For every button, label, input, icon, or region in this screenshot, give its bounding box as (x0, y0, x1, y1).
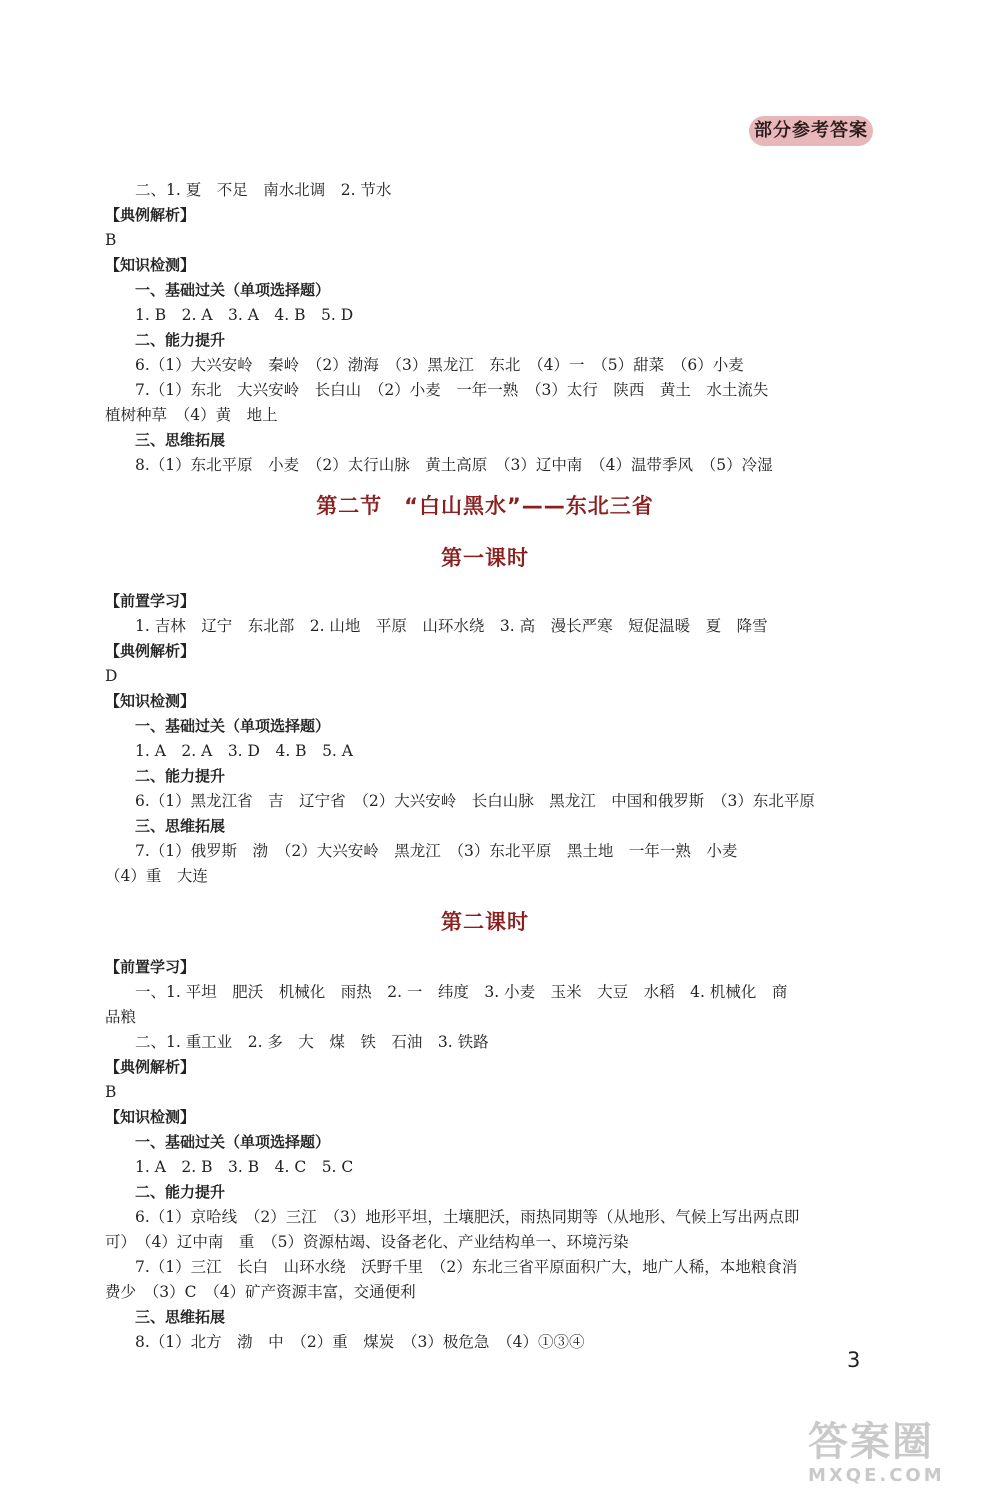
answer-line: 二、1. 重工业 2. 多 大 煤 铁 石油 3. 铁路 (135, 1033, 489, 1051)
answer-line: 费少 （3）C （4）矿产资源丰富，交通便利 (105, 1283, 416, 1301)
site-watermark (808, 1418, 993, 1498)
answer-line: 6.（1）京哈线 （2）三江 （3）地形平坦，土壤肥沃，雨热同期等（从地形、气候上写出两点即 (135, 1208, 800, 1226)
answer-line: 1. A 2. A 3. D 4. B 5. A (135, 742, 353, 760)
answer-line: B (105, 1083, 117, 1101)
answer-line: D (105, 667, 118, 685)
answer-line: 品粮 (105, 1008, 137, 1026)
answer-line: 1. 吉林 辽宁 东北部 2. 山地 平原 山环水绕 3. 高 漫长严寒 短促温暖 夏 降雪 (135, 617, 768, 635)
answer-line: （4）重 大连 (105, 867, 208, 885)
lesson-title-1: 第一课时 (441, 546, 529, 570)
section-heading: 【典例解析】 (105, 642, 196, 660)
watermark-logo-text: 答案圈 (808, 1419, 934, 1465)
answer-line: 7.（1）俄罗斯 渤 （2）大兴安岭 黑龙江 （3）东北平原 黑土地 一年一熟 小麦 (135, 842, 738, 860)
answer-section-badge: 部分参考答案 (749, 116, 873, 146)
answer-line: 可） （4）辽中南 重 （5）资源枯竭、设备老化、产业结构单一、环境污染 (105, 1233, 629, 1251)
answer-line: 8.（1）北方 渤 中 （2）重 煤炭 （3）极危急 （4）①③④ (135, 1333, 585, 1351)
section-heading: 【前置学习】 (105, 592, 196, 610)
subsection-heading: 一、基础过关（单项选择题） (135, 281, 331, 299)
lesson-title-2: 第二课时 (441, 910, 529, 934)
section-heading: 【典例解析】 (105, 206, 196, 224)
answer-line: 6.（1）大兴安岭 秦岭 （2）渤海 （3）黑龙江 东北 （4）一 （5）甜菜 （6）小麦 (135, 356, 744, 374)
subsection-heading: 二、能力提升 (135, 767, 226, 785)
answer-line: 7.（1）东北 大兴安岭 长白山 （2）小麦 一年一熟 （3）太行 陕西 黄土 水土流失 (135, 381, 769, 399)
subsection-heading: 二、能力提升 (135, 331, 226, 349)
section-heading: 【知识检测】 (105, 1108, 196, 1126)
answer-line: B (105, 231, 117, 249)
watermark-url: MXQE.COM (808, 1465, 945, 1486)
subsection-heading: 三、思维拓展 (135, 1308, 226, 1326)
answer-line: 1. A 2. B 3. B 4. C 5. C (135, 1158, 354, 1176)
subsection-heading: 三、思维拓展 (135, 817, 226, 835)
answer-line: 植树种草 （4）黄 地上 (105, 406, 278, 424)
answer-line: 7.（1）三江 长白 山环水绕 沃野千里 （2）东北三省平原面积广大，地广人稀，本地粮食消 (135, 1258, 798, 1276)
subsection-heading: 二、能力提升 (135, 1183, 226, 1201)
answer-line: 二、1. 夏 不足 南水北调 2. 节水 (135, 181, 392, 199)
answer-line: 1. B 2. A 3. A 4. B 5. D (135, 306, 354, 324)
answer-line: 6.（1）黑龙江省 吉 辽宁省 （2）大兴安岭 长白山脉 黑龙江 中国和俄罗斯 （3）东北平原 (135, 792, 815, 810)
section-heading: 【知识检测】 (105, 692, 196, 710)
section-heading: 【知识检测】 (105, 256, 196, 274)
section-title: 第二节 “白山黑水”——东北三省 (316, 494, 654, 518)
subsection-heading: 一、基础过关（单项选择题） (135, 717, 331, 735)
subsection-heading: 三、思维拓展 (135, 431, 226, 449)
page-number: 3 (847, 1348, 861, 1372)
subsection-heading: 一、基础过关（单项选择题） (135, 1133, 331, 1151)
answer-content (105, 178, 865, 1355)
answer-line: 8.（1）东北平原 小麦 （2）太行山脉 黄土高原 （3）辽中南 （4）温带季风 （5）冷湿 (135, 456, 773, 474)
section-heading: 【前置学习】 (105, 958, 196, 976)
section-heading: 【典例解析】 (105, 1058, 196, 1076)
answer-line: 一、1. 平坦 肥沃 机械化 雨热 2. 一 纬度 3. 小麦 玉米 大豆 水稻 4. 机械化 商 (135, 983, 788, 1001)
